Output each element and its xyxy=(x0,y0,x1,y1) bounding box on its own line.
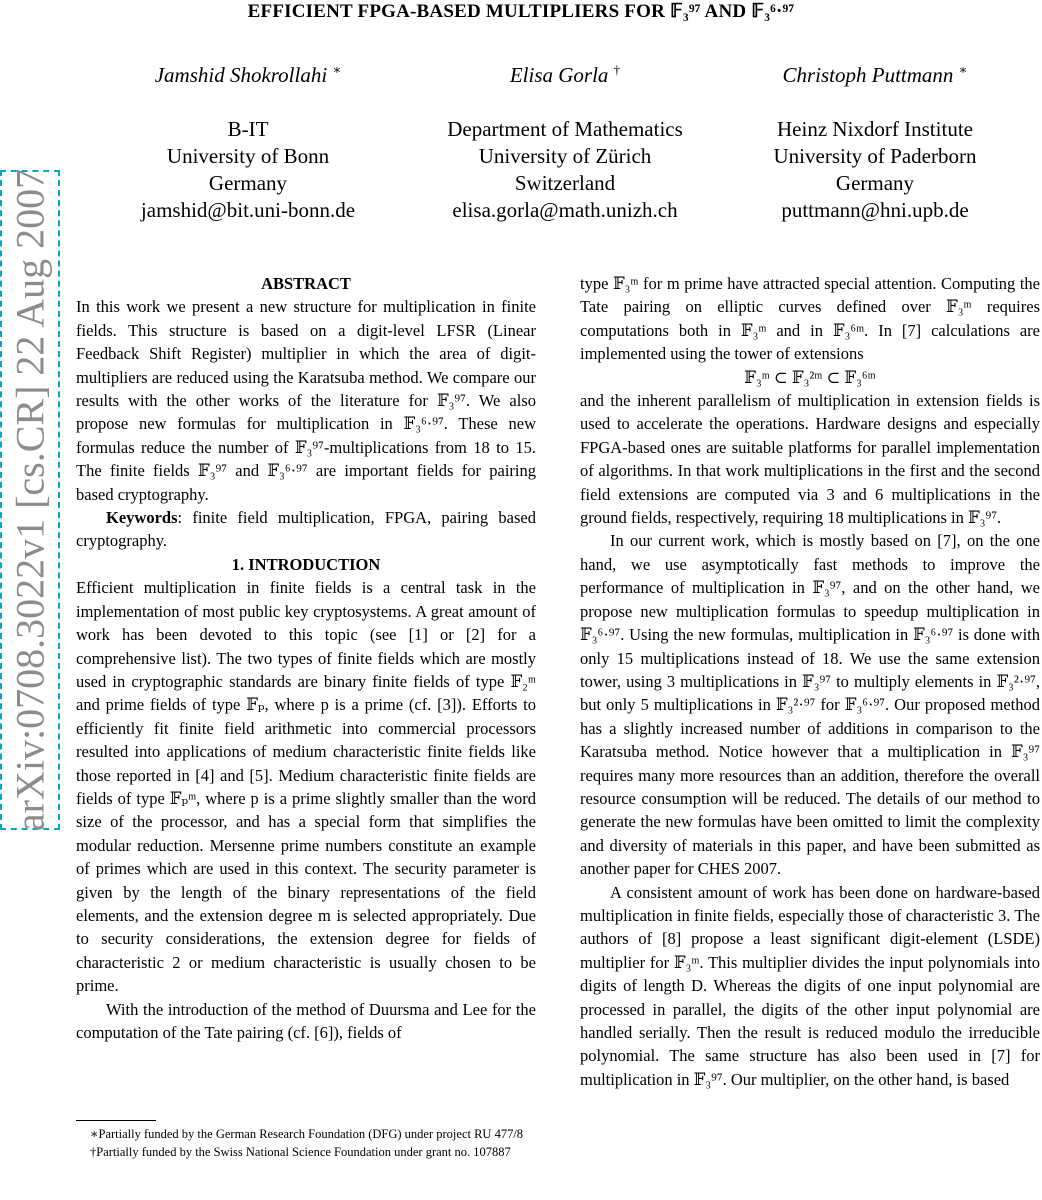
affiliation-2-email: elisa.gorla@math.unizh.ch xyxy=(452,198,678,222)
abstract-heading: ABSTRACT xyxy=(261,274,351,293)
footnote-1: ∗Partially funded by the German Research Foundation (DFG) under project RU 477/8 xyxy=(90,1127,524,1141)
right-paragraph-3: In our current work, which is mostly based on [7], on the one hand, we use asymptotically fast methods to improve the performance of multiplication in 𝔽₃⁹⁷, and on the other hand, we propose new multiplication formulas to speedup multiplication in 𝔽₃⁶·⁹⁷. Using the new formulas, multiplication in 𝔽₃⁶·⁹⁷ is done with only 15 multiplications instead of 18. We use the same extension tower, using 3 multiplications in 𝔽₃⁹⁷ to multiply elements in 𝔽₃²·⁹⁷, but only 5 multiplications in 𝔽₃²·⁹⁷ for 𝔽₃⁶·⁹⁷. Our proposed method has a slightly increased number of additions in comparison to the Karatsuba method. Notice however that a multiplication in 𝔽₃⁹⁷ requires many more resources than an addition, therefore the overall resource consumption will be reduced. The details of our method to generate the new formulas have been omitted to limit the complexity and diversity of materials in this paper, and have been submitted as another paper for CHES 2007. xyxy=(580,531,1040,879)
affiliation-3 xyxy=(715,116,1035,224)
author-1 xyxy=(88,62,408,88)
affiliation-1 xyxy=(88,116,408,224)
author-3 xyxy=(715,62,1035,88)
author-3-mark: ∗ xyxy=(958,62,968,77)
footnote-2: †Partially funded by the Swiss National Science Foundation under grant no. 107887 xyxy=(90,1145,511,1159)
author-2-mark: † xyxy=(613,62,621,77)
extension-tower-formula: 𝔽₃ᵐ ⊂ 𝔽₃²ᵐ ⊂ 𝔽₃⁶ᵐ xyxy=(744,367,876,387)
intro-paragraph-1: Efficient multiplication in finite fields is a central task in the implementation of most public key cryptosystems. A great amount of work has been devoted to this topic (see [1] or [2] for a comprehensive list). The two types of finite fields which are mostly used in cryptographic standards are binary finite fields of type 𝔽₂ᵐ and prime fields of type 𝔽ₚ, where p is a prime (cf. [3]). Efforts to efficiently fit finite field arithmetic into commercial processors resulted into applications of medium characteristic finite fields like those reported in [4] and [5]. Medium characteristic finite fields are fields of type 𝔽ₚᵐ, where p is a prime slightly smaller than the word size of the processor, and has a special form that simplifies the modular reduction. Mersenne prime numbers constitute an example of primes which are used in this context. The security parameter is given by the length of the binary representations of the field elements, and the extension degree m is selected appropriately. Due to security considerations, the extension degree for fields of characteristic 2 or medium characteristic is usually chosen to be prime. xyxy=(76,578,536,996)
affiliation-1-line1: B-IT xyxy=(227,117,269,141)
abstract-text: In this work we present a new structure for multiplication in finite fields. This structure is based on a digit-level LFSR (Linear Feedback Shift Register) multiplier in which the area of digit-multipliers are reduced using the Karatsuba method. We compare our results with the other works of the literature for 𝔽₃⁹⁷. We also propose new formulas for multiplication in 𝔽₃⁶·⁹⁷. These new formulas reduce the number of 𝔽₃⁹⁷-multiplications from 18 to 15. The finite fields 𝔽₃⁹⁷ and 𝔽₃⁶·⁹⁷ are important fields for pairing based cryptography. xyxy=(76,297,536,504)
affiliation-3-line1: Heinz Nixdorf Institute xyxy=(777,117,973,141)
intro-heading: 1. INTRODUCTION xyxy=(231,554,381,574)
keywords-label: Keywords xyxy=(106,508,178,528)
affiliation-3-line3: Germany xyxy=(835,171,915,195)
arxiv-stamp xyxy=(0,170,60,830)
right-paragraph-2: and the inherent parallelism of multiplication in extension fields is used to accelerate the operations. Hardware designs and especially FPGA-based ones are suitable platforms for parallel implementation of algorithms. In that work multiplications in the first and the second field extensions are computed via 3 and 6 multiplications in the ground fields, respectively, requiring 18 multiplications in 𝔽₃⁹⁷. xyxy=(580,391,1040,528)
affiliation-2 xyxy=(405,116,725,224)
affiliation-1-line2: University of Bonn xyxy=(166,144,330,168)
keywords-paragraph xyxy=(76,506,536,553)
affiliation-1-line3: Germany xyxy=(208,171,288,195)
affiliation-3-line2: University of Paderborn xyxy=(773,144,977,168)
keywords-text: : finite field multiplication, FPGA, pairing based cryptography. xyxy=(76,508,536,551)
affiliation-1-email: jamshid@bit.uni-bonn.de xyxy=(140,198,356,222)
author-2 xyxy=(405,62,725,88)
affiliation-2-line3: Switzerland xyxy=(514,171,616,195)
author-3-name: Christoph Puttmann xyxy=(782,63,954,87)
paper-title: EFFICIENT FPGA-BASED MULTIPLIERS FOR 𝔽₃⁹⁷ AND 𝔽₃⁶·⁹⁷ xyxy=(247,1,795,22)
author-1-mark: ∗ xyxy=(332,62,342,77)
right-column xyxy=(580,272,1040,1091)
footnotes xyxy=(76,1120,536,1163)
intro-paragraph-2: With the introduction of the method of Duursma and Lee for the computation of the Tate pairing (cf. [6]), fields of xyxy=(76,999,536,1042)
arxiv-id: arXiv:0708.3022v1 [cs.CR] 22 Aug 2007 xyxy=(7,168,53,832)
affiliation-2-line1: Department of Mathematics xyxy=(447,117,683,141)
affiliation-2-line2: University of Zürich xyxy=(478,144,652,168)
author-2-name: Elisa Gorla xyxy=(509,63,609,87)
footnote-rule xyxy=(76,1120,156,1121)
right-paragraph-1: type 𝔽₃ᵐ for m prime have attracted special attention. Computing the Tate pairing on elliptic curves defined over 𝔽₃ᵐ requires computations both in 𝔽₃ᵐ and in 𝔽₃⁶ᵐ. In [7] calculations are implemented using the tower of extensions xyxy=(580,274,1040,364)
affiliation-3-email: puttmann@hni.upb.de xyxy=(781,198,969,222)
left-column xyxy=(76,272,536,1044)
right-paragraph-4: A consistent amount of work has been done on hardware-based multiplication in finite fields, especially those of characteristic 3. The authors of [8] propose a least significant digit-element (LSDE) multiplier for 𝔽₃ᵐ. This multiplier divides the input polynomials into digits of length D. Whereas the digits of one input polynomial are processed in parallel, the digits of the other input polynomial are handled serially. Then the result is reduced modulo the irreducible polynomial. The same structure has also been used in [7] for multiplication in 𝔽₃⁹⁷. Our multiplier, on the other hand, is based xyxy=(580,882,1040,1089)
author-1-name: Jamshid Shokrollahi xyxy=(154,63,328,87)
